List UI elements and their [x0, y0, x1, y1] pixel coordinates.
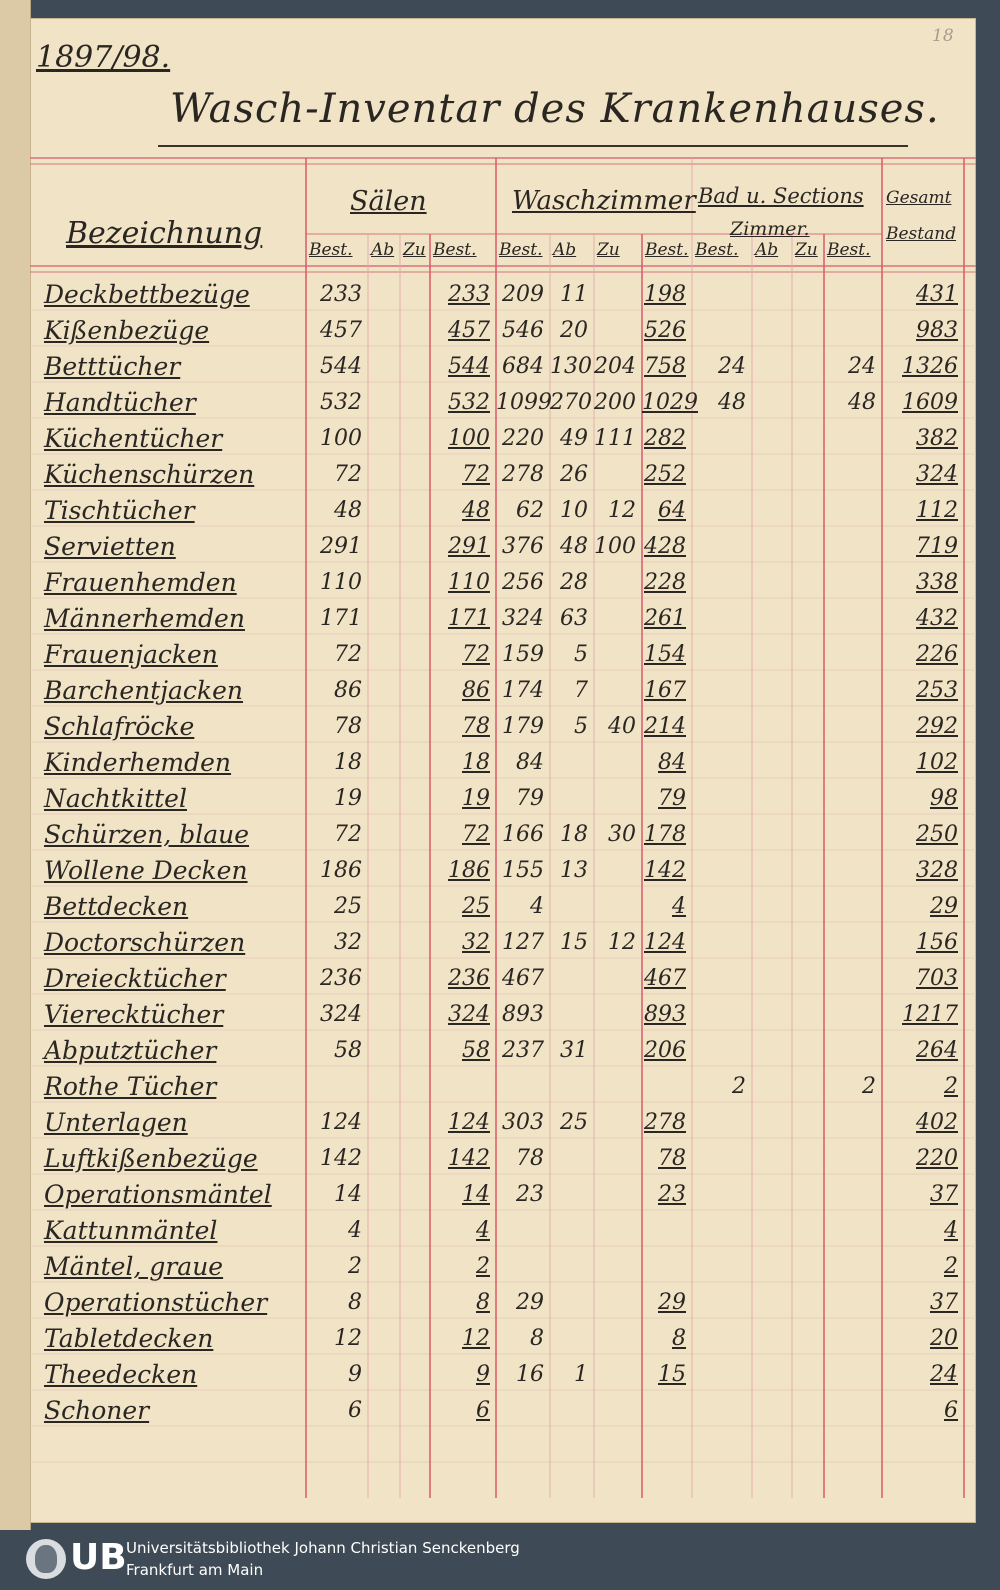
cell-value: 10: [560, 498, 588, 523]
cell-value: 166: [502, 822, 544, 847]
subheader-7: Best.: [645, 240, 689, 260]
row-label: Dreiecktücher: [44, 964, 226, 993]
cell-value: 252: [644, 462, 686, 487]
cell-value: 37: [930, 1290, 958, 1315]
cell-value: 270: [550, 390, 592, 415]
cell-value: 256: [502, 570, 544, 595]
row-label: Betttücher: [44, 352, 181, 381]
cell-value: 102: [916, 750, 958, 775]
row-label: Handtücher: [44, 388, 196, 417]
logo-text: UB: [70, 1537, 127, 1578]
cell-value: 100: [594, 534, 636, 559]
cell-value: 58: [334, 1038, 362, 1063]
cell-value: 532: [448, 390, 490, 415]
cell-value: 382: [916, 426, 958, 451]
cell-value: 25: [334, 894, 362, 919]
cell-value: 1099: [496, 390, 552, 415]
cell-value: 23: [516, 1182, 544, 1207]
cell-value: 758: [644, 354, 686, 379]
cell-value: 4: [944, 1218, 958, 1243]
cell-value: 124: [320, 1110, 362, 1135]
cell-value: 72: [462, 822, 490, 847]
cell-value: 467: [644, 966, 686, 991]
header-gesamt: Gesamt: [886, 188, 952, 208]
cell-value: 155: [502, 858, 544, 883]
cell-value: 12: [334, 1326, 362, 1351]
cell-value: 19: [334, 786, 362, 811]
cell-value: 156: [916, 930, 958, 955]
cell-value: 228: [644, 570, 686, 595]
cell-value: 48: [560, 534, 588, 559]
row-label: Nachtkittel: [44, 784, 187, 813]
subheader-9: Ab: [755, 240, 779, 260]
cell-value: 112: [916, 498, 958, 523]
cell-value: 40: [608, 714, 636, 739]
cell-value: 98: [930, 786, 958, 811]
cell-value: 292: [916, 714, 958, 739]
cell-value: 2: [348, 1254, 362, 1279]
cell-value: 29: [930, 894, 958, 919]
cell-value: 214: [644, 714, 686, 739]
cell-value: 209: [502, 282, 544, 307]
cell-value: 49: [560, 426, 588, 451]
row-label: Abputztücher: [44, 1036, 217, 1065]
cell-value: 220: [502, 426, 544, 451]
cell-value: 432: [916, 606, 958, 631]
cell-value: 198: [644, 282, 686, 307]
row-label: Mäntel, graue: [44, 1252, 224, 1281]
row-label: Deckbettbezüge: [44, 280, 250, 309]
row-label: Operationsmäntel: [44, 1180, 272, 1209]
row-label: Tabletdecken: [44, 1324, 214, 1353]
row-label: Kattunmäntel: [44, 1216, 218, 1245]
cell-value: 291: [448, 534, 490, 559]
cell-value: 1326: [902, 354, 958, 379]
cell-value: 12: [608, 930, 636, 955]
cell-value: 204: [594, 354, 636, 379]
cell-value: 220: [916, 1146, 958, 1171]
cell-value: 236: [320, 966, 362, 991]
header-waschzimmer: Waschzimmer: [512, 186, 696, 216]
cell-value: 16: [516, 1362, 544, 1387]
cell-value: 703: [916, 966, 958, 991]
cell-value: 684: [502, 354, 544, 379]
cell-value: 8: [476, 1290, 490, 1315]
cell-value: 79: [516, 786, 544, 811]
previous-page-edge: [0, 0, 31, 1530]
cell-value: 110: [320, 570, 362, 595]
cell-value: 13: [560, 858, 588, 883]
cell-value: 18: [462, 750, 490, 775]
cell-value: 171: [320, 606, 362, 631]
cell-value: 25: [560, 1110, 588, 1135]
cell-value: 264: [916, 1038, 958, 1063]
cell-value: 324: [448, 1002, 490, 1027]
header-bad-sections: Bad u. Sections: [698, 184, 864, 208]
cell-value: 291: [320, 534, 362, 559]
cell-value: 64: [658, 498, 686, 523]
cell-value: 48: [718, 390, 746, 415]
row-label: Operationstücher: [44, 1288, 268, 1317]
row-label: Küchentücher: [44, 424, 223, 453]
cell-value: 186: [448, 858, 490, 883]
cell-value: 130: [550, 354, 592, 379]
cell-value: 236: [448, 966, 490, 991]
cell-value: 30: [608, 822, 636, 847]
row-label: Rothe Tücher: [44, 1072, 217, 1101]
cell-value: 428: [644, 534, 686, 559]
footer-bar: [0, 1530, 1000, 1590]
cell-value: 25: [462, 894, 490, 919]
cell-value: 142: [644, 858, 686, 883]
cell-value: 1: [574, 1362, 588, 1387]
cell-value: 6: [476, 1398, 490, 1423]
cell-value: 78: [658, 1146, 686, 1171]
row-label: Tischtücher: [44, 496, 195, 525]
cell-value: 8: [348, 1290, 362, 1315]
row-label: Schlafröcke: [44, 712, 195, 741]
cell-value: 8: [672, 1326, 686, 1351]
cell-value: 15: [560, 930, 588, 955]
cell-value: 18: [334, 750, 362, 775]
cell-value: 253: [916, 678, 958, 703]
cell-value: 72: [334, 642, 362, 667]
cell-value: 14: [462, 1182, 490, 1207]
cell-value: 167: [644, 678, 686, 703]
cell-value: 178: [644, 822, 686, 847]
row-label: Doctorschürzen: [44, 928, 246, 957]
row-label: Schürzen, blaue: [44, 820, 250, 849]
header-bestand: Bestand: [886, 224, 957, 244]
cell-value: 24: [930, 1362, 958, 1387]
cell-value: 142: [320, 1146, 362, 1171]
cell-value: 1217: [902, 1002, 958, 1027]
cell-value: 893: [644, 1002, 686, 1027]
cell-value: 4: [530, 894, 544, 919]
cell-value: 278: [502, 462, 544, 487]
subheader-10: Zu: [795, 240, 818, 260]
cell-value: 6: [348, 1398, 362, 1423]
cell-value: 48: [462, 498, 490, 523]
cell-value: 324: [502, 606, 544, 631]
cell-value: 2: [944, 1254, 958, 1279]
title-underline: [158, 145, 908, 147]
cell-value: 14: [334, 1182, 362, 1207]
cell-value: 4: [348, 1218, 362, 1243]
cell-value: 278: [644, 1110, 686, 1135]
cell-value: 127: [502, 930, 544, 955]
cell-value: 23: [658, 1182, 686, 1207]
cell-value: 2: [476, 1254, 490, 1279]
subheader-0: Best.: [309, 240, 353, 260]
cell-value: 526: [644, 318, 686, 343]
subheader-2: Zu: [403, 240, 426, 260]
cell-value: 28: [560, 570, 588, 595]
header-bezeichnung: Bezeichnung: [66, 216, 263, 251]
cell-value: 31: [560, 1038, 588, 1063]
subheader-8: Best.: [695, 240, 739, 260]
cell-value: 84: [516, 750, 544, 775]
cell-value: 9: [476, 1362, 490, 1387]
cell-value: 7: [574, 678, 588, 703]
cell-value: 79: [658, 786, 686, 811]
cell-value: 186: [320, 858, 362, 883]
subheader-5: Ab: [553, 240, 577, 260]
institution-name: Universitätsbibliothek Johann Christian Senckenberg: [126, 1539, 520, 1557]
cell-value: 142: [448, 1146, 490, 1171]
cell-value: 2: [732, 1074, 746, 1099]
cell-value: 26: [560, 462, 588, 487]
cell-value: 303: [502, 1110, 544, 1135]
cell-value: 48: [334, 498, 362, 523]
row-label: Vierecktücher: [44, 1000, 224, 1029]
row-label: Kißenbezüge: [44, 316, 210, 345]
cell-value: 72: [462, 642, 490, 667]
header-saelen: Sälen: [350, 186, 427, 217]
row-label: Servietten: [44, 532, 176, 561]
cell-value: 261: [644, 606, 686, 631]
cell-value: 893: [502, 1002, 544, 1027]
ledger-page: [30, 18, 976, 1523]
cell-value: 1029: [642, 390, 698, 415]
subheader-3: Best.: [433, 240, 477, 260]
cell-value: 179: [502, 714, 544, 739]
cell-value: 154: [644, 642, 686, 667]
page-number: 18: [932, 26, 954, 46]
cell-value: 15: [658, 1362, 686, 1387]
cell-value: 544: [448, 354, 490, 379]
ledger-year: 1897/98.: [36, 40, 171, 75]
cell-value: 86: [334, 678, 362, 703]
header-bad-zimmer: Zimmer.: [730, 218, 810, 240]
cell-value: 32: [334, 930, 362, 955]
subheader-11: Best.: [827, 240, 871, 260]
cell-value: 4: [672, 894, 686, 919]
subheader-6: Zu: [597, 240, 620, 260]
cell-value: 171: [448, 606, 490, 631]
cell-value: 72: [462, 462, 490, 487]
cell-value: 467: [502, 966, 544, 991]
subheader-1: Ab: [371, 240, 395, 260]
cell-value: 457: [448, 318, 490, 343]
cell-value: 78: [334, 714, 362, 739]
row-label: Küchenschürzen: [44, 460, 255, 489]
cell-value: 24: [718, 354, 746, 379]
cell-value: 58: [462, 1038, 490, 1063]
cell-value: 237: [502, 1038, 544, 1063]
cell-value: 9: [348, 1362, 362, 1387]
row-label: Frauenhemden: [44, 568, 237, 597]
cell-value: 110: [448, 570, 490, 595]
cell-value: 78: [462, 714, 490, 739]
row-label: Kinderhemden: [44, 748, 232, 777]
row-label: Männerhemden: [44, 604, 245, 633]
cell-value: 100: [448, 426, 490, 451]
cell-value: 174: [502, 678, 544, 703]
cell-value: 544: [320, 354, 362, 379]
cell-value: 2: [944, 1074, 958, 1099]
cell-value: 431: [916, 282, 958, 307]
cell-value: 48: [848, 390, 876, 415]
cell-value: 86: [462, 678, 490, 703]
cell-value: 32: [462, 930, 490, 955]
row-label: Theedecken: [44, 1360, 198, 1389]
cell-value: 20: [560, 318, 588, 343]
cell-value: 233: [448, 282, 490, 307]
row-label: Bettdecken: [44, 892, 189, 921]
cell-value: 62: [516, 498, 544, 523]
cell-value: 200: [594, 390, 636, 415]
cell-value: 2: [862, 1074, 876, 1099]
cell-value: 206: [644, 1038, 686, 1063]
cell-value: 84: [658, 750, 686, 775]
row-label: Wollene Decken: [44, 856, 248, 885]
cell-value: 719: [916, 534, 958, 559]
cell-value: 12: [462, 1326, 490, 1351]
subheader-4: Best.: [499, 240, 543, 260]
cell-value: 100: [320, 426, 362, 451]
cell-value: 72: [334, 822, 362, 847]
cell-value: 12: [608, 498, 636, 523]
institution-city: Frankfurt am Main: [126, 1561, 264, 1579]
cell-value: 250: [916, 822, 958, 847]
row-label: Barchentjacken: [44, 676, 243, 705]
cell-value: 78: [516, 1146, 544, 1171]
cell-value: 159: [502, 642, 544, 667]
row-label: Unterlagen: [44, 1108, 188, 1137]
cell-value: 18: [560, 822, 588, 847]
ub-logo: [26, 1537, 127, 1581]
cell-value: 1609: [902, 390, 958, 415]
cell-value: 124: [644, 930, 686, 955]
cell-value: 5: [574, 714, 588, 739]
cell-value: 20: [930, 1326, 958, 1351]
cell-value: 983: [916, 318, 958, 343]
cell-value: 324: [916, 462, 958, 487]
cell-value: 63: [560, 606, 588, 631]
cell-value: 19: [462, 786, 490, 811]
page-title: Wasch-Inventar des Krankenhauses.: [170, 86, 940, 132]
row-label: Schoner: [44, 1396, 150, 1425]
cell-value: 111: [594, 426, 636, 451]
row-label: Luftkißenbezüge: [44, 1144, 258, 1173]
cell-value: 376: [502, 534, 544, 559]
cell-value: 324: [320, 1002, 362, 1027]
cell-value: 37: [930, 1182, 958, 1207]
cell-value: 5: [574, 642, 588, 667]
cell-value: 226: [916, 642, 958, 667]
cell-value: 72: [334, 462, 362, 487]
cell-value: 11: [560, 282, 588, 307]
senckenberg-portrait-icon: [26, 1539, 66, 1579]
cell-value: 124: [448, 1110, 490, 1135]
cell-value: 532: [320, 390, 362, 415]
cell-value: 233: [320, 282, 362, 307]
cell-value: 457: [320, 318, 362, 343]
cell-value: 4: [476, 1218, 490, 1243]
cell-value: 328: [916, 858, 958, 883]
cell-value: 338: [916, 570, 958, 595]
cell-value: 546: [502, 318, 544, 343]
row-label: Frauenjacken: [44, 640, 218, 669]
cell-value: 29: [658, 1290, 686, 1315]
cell-value: 8: [530, 1326, 544, 1351]
cell-value: 402: [916, 1110, 958, 1135]
cell-value: 6: [944, 1398, 958, 1423]
cell-value: 24: [848, 354, 876, 379]
cell-value: 282: [644, 426, 686, 451]
cell-value: 29: [516, 1290, 544, 1315]
